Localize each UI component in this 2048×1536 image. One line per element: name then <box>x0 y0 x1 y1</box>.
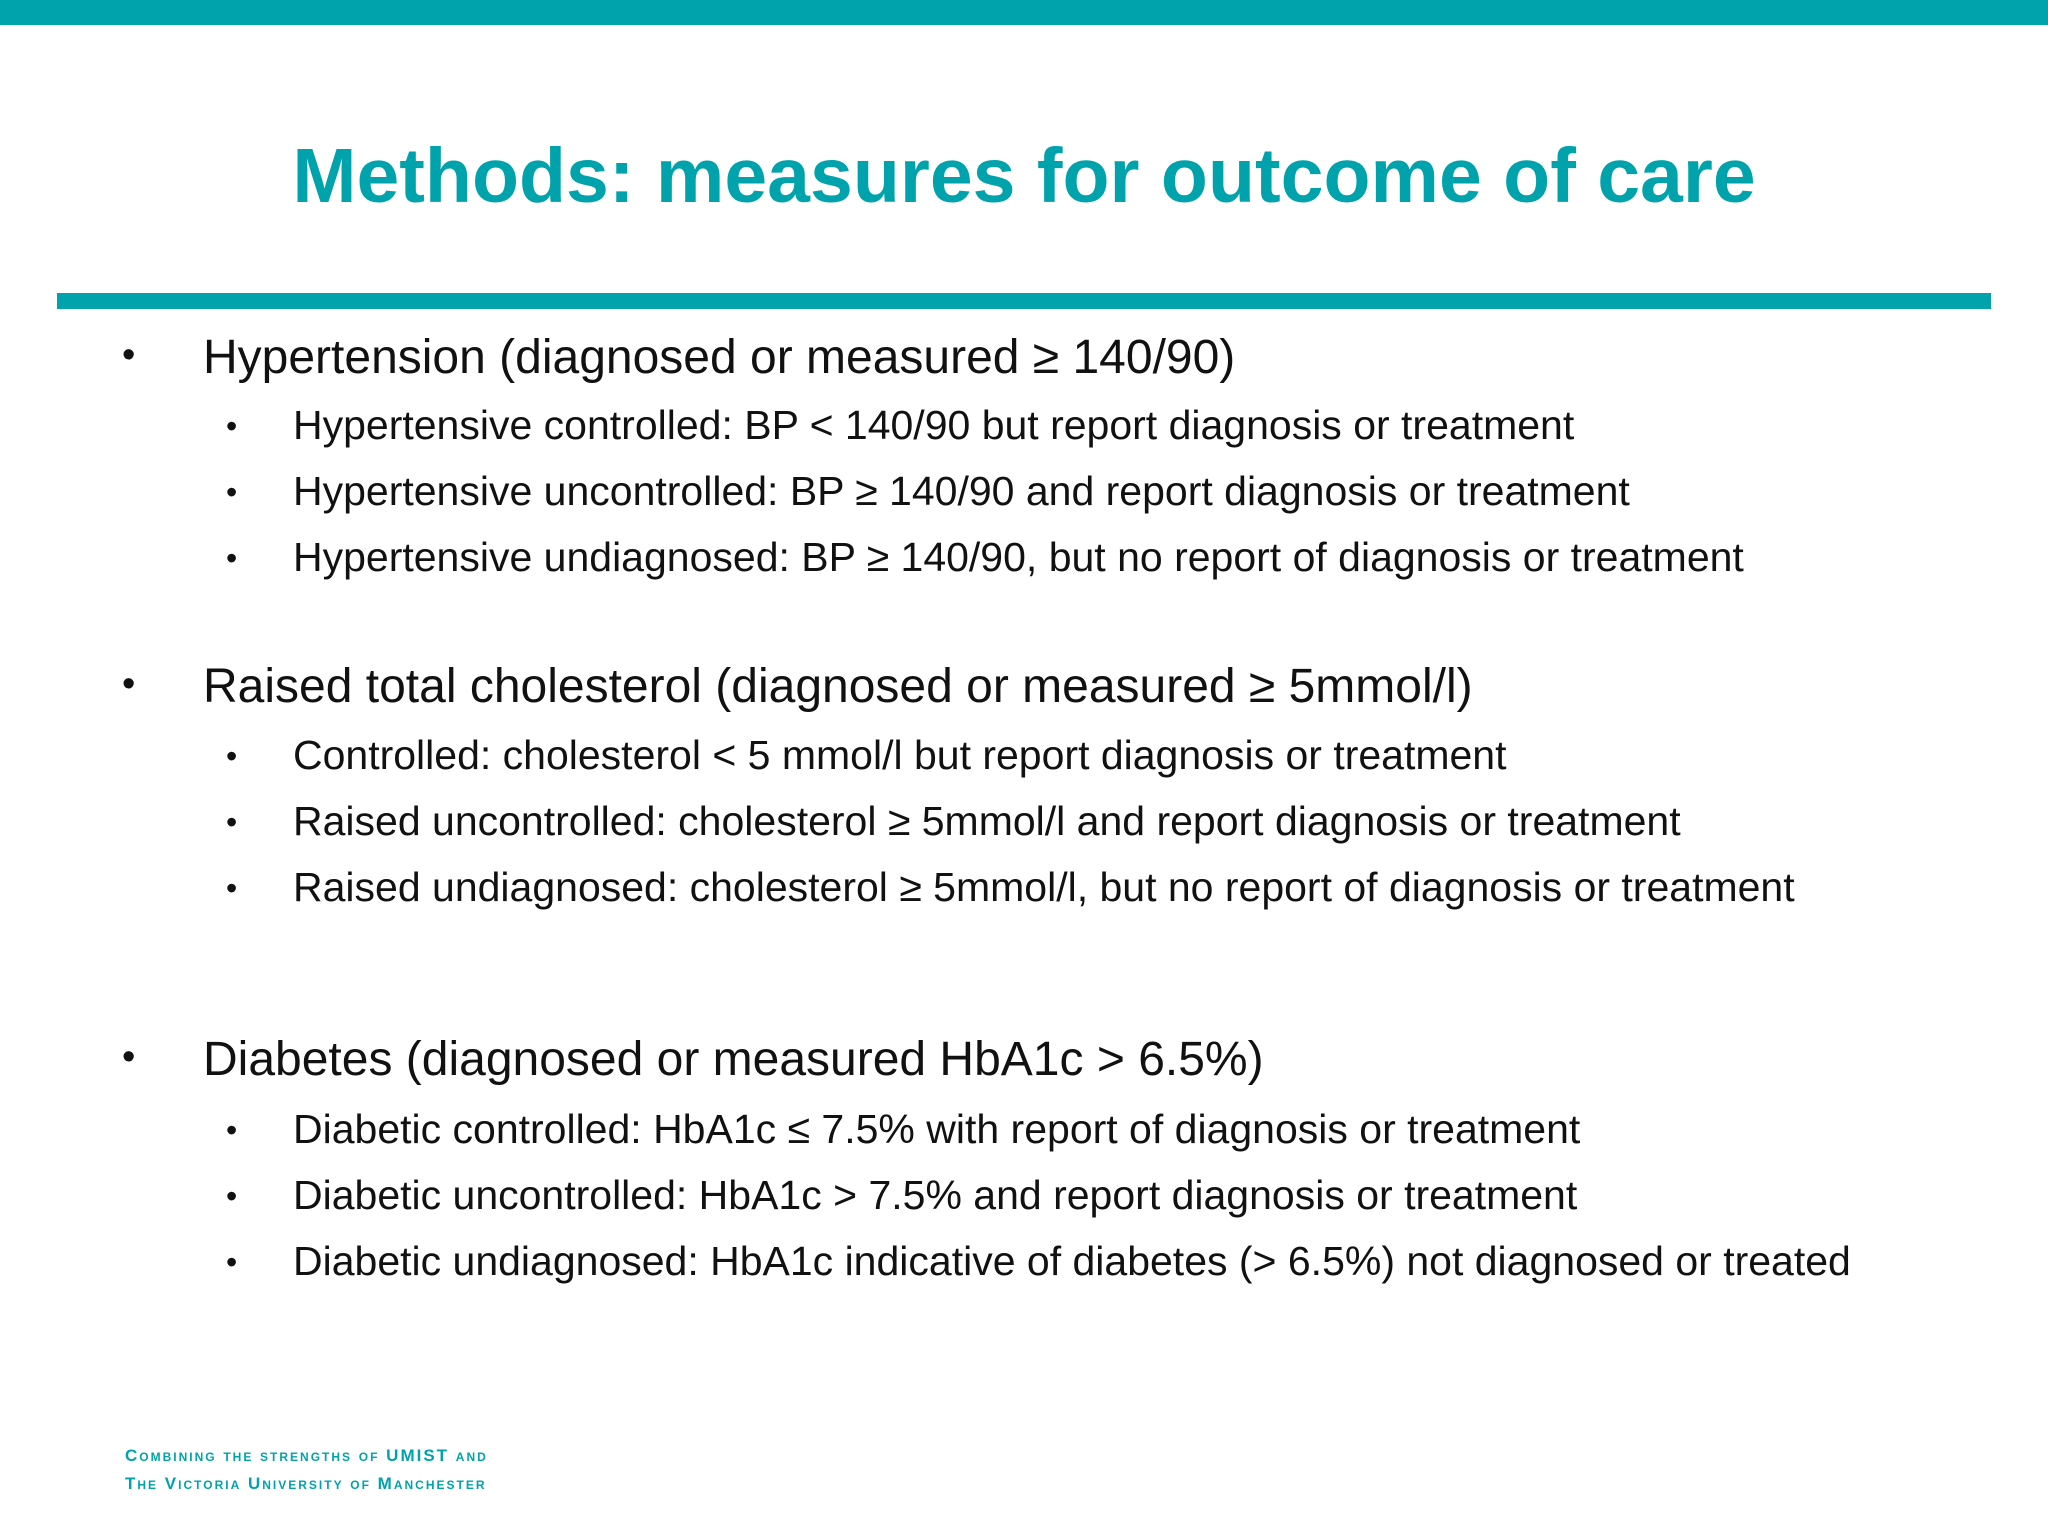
bullet-icon: • <box>226 1178 238 1214</box>
list-item-text: Raised undiagnosed: cholesterol ≥ 5mmol/l, but no report of diagnosis or treatment <box>293 864 1795 910</box>
bullet-icon: • <box>122 663 136 705</box>
bullet-icon: • <box>226 1244 238 1280</box>
list-item-text: Hypertensive undiagnosed: BP ≥ 140/90, but no report of diagnosis or treatment <box>293 534 1744 580</box>
section-heading-diabetes: Diabetes (diagnosed or measured HbA1c > 6.5%) <box>203 1033 1264 1086</box>
list-item-text: Raised uncontrolled: cholesterol ≥ 5mmol/l and report diagnosis or treatment <box>293 798 1681 844</box>
list-item-text: Hypertensive controlled: BP < 140/90 but report diagnosis or treatment <box>293 402 1575 448</box>
bullet-icon: • <box>226 804 238 840</box>
list-item-text: Hypertensive uncontrolled: BP ≥ 140/90 and report diagnosis or treatment <box>293 468 1630 514</box>
section-heading-hypertension: Hypertension (diagnosed or measured ≥ 140/90) <box>203 331 1236 384</box>
bullet-icon: • <box>226 408 238 444</box>
bullet-icon: • <box>226 870 238 906</box>
list-item-text: Diabetic uncontrolled: HbA1c > 7.5% and report diagnosis or treatment <box>293 1172 1578 1218</box>
list-item-text: Diabetic controlled: HbA1c ≤ 7.5% with report of diagnosis or treatment <box>293 1106 1581 1152</box>
section-heading-cholesterol: Raised total cholesterol (diagnosed or measured ≥ 5mmol/l) <box>203 660 1473 713</box>
bullet-icon: • <box>122 334 136 376</box>
bullet-icon: • <box>226 540 238 576</box>
footer-line-2: The Victoria University of Manchester <box>125 1474 487 1493</box>
list-item-text: Controlled: cholesterol < 5 mmol/l but report diagnosis or treatment <box>293 732 1507 778</box>
bullet-icon: • <box>226 474 238 510</box>
bullet-icon: • <box>226 738 238 774</box>
bullet-icon: • <box>122 1036 136 1078</box>
bullet-icon: • <box>226 1112 238 1148</box>
footer-tagline <box>125 1442 488 1498</box>
footer-line-1: Combining the strengths of UMIST and <box>125 1446 488 1465</box>
list-item-text: Diabetic undiagnosed: HbA1c indicative of diabetes (> 6.5%) not diagnosed or treated <box>293 1238 1851 1284</box>
slide-title: Methods: measures for outcome of care <box>292 133 1756 219</box>
